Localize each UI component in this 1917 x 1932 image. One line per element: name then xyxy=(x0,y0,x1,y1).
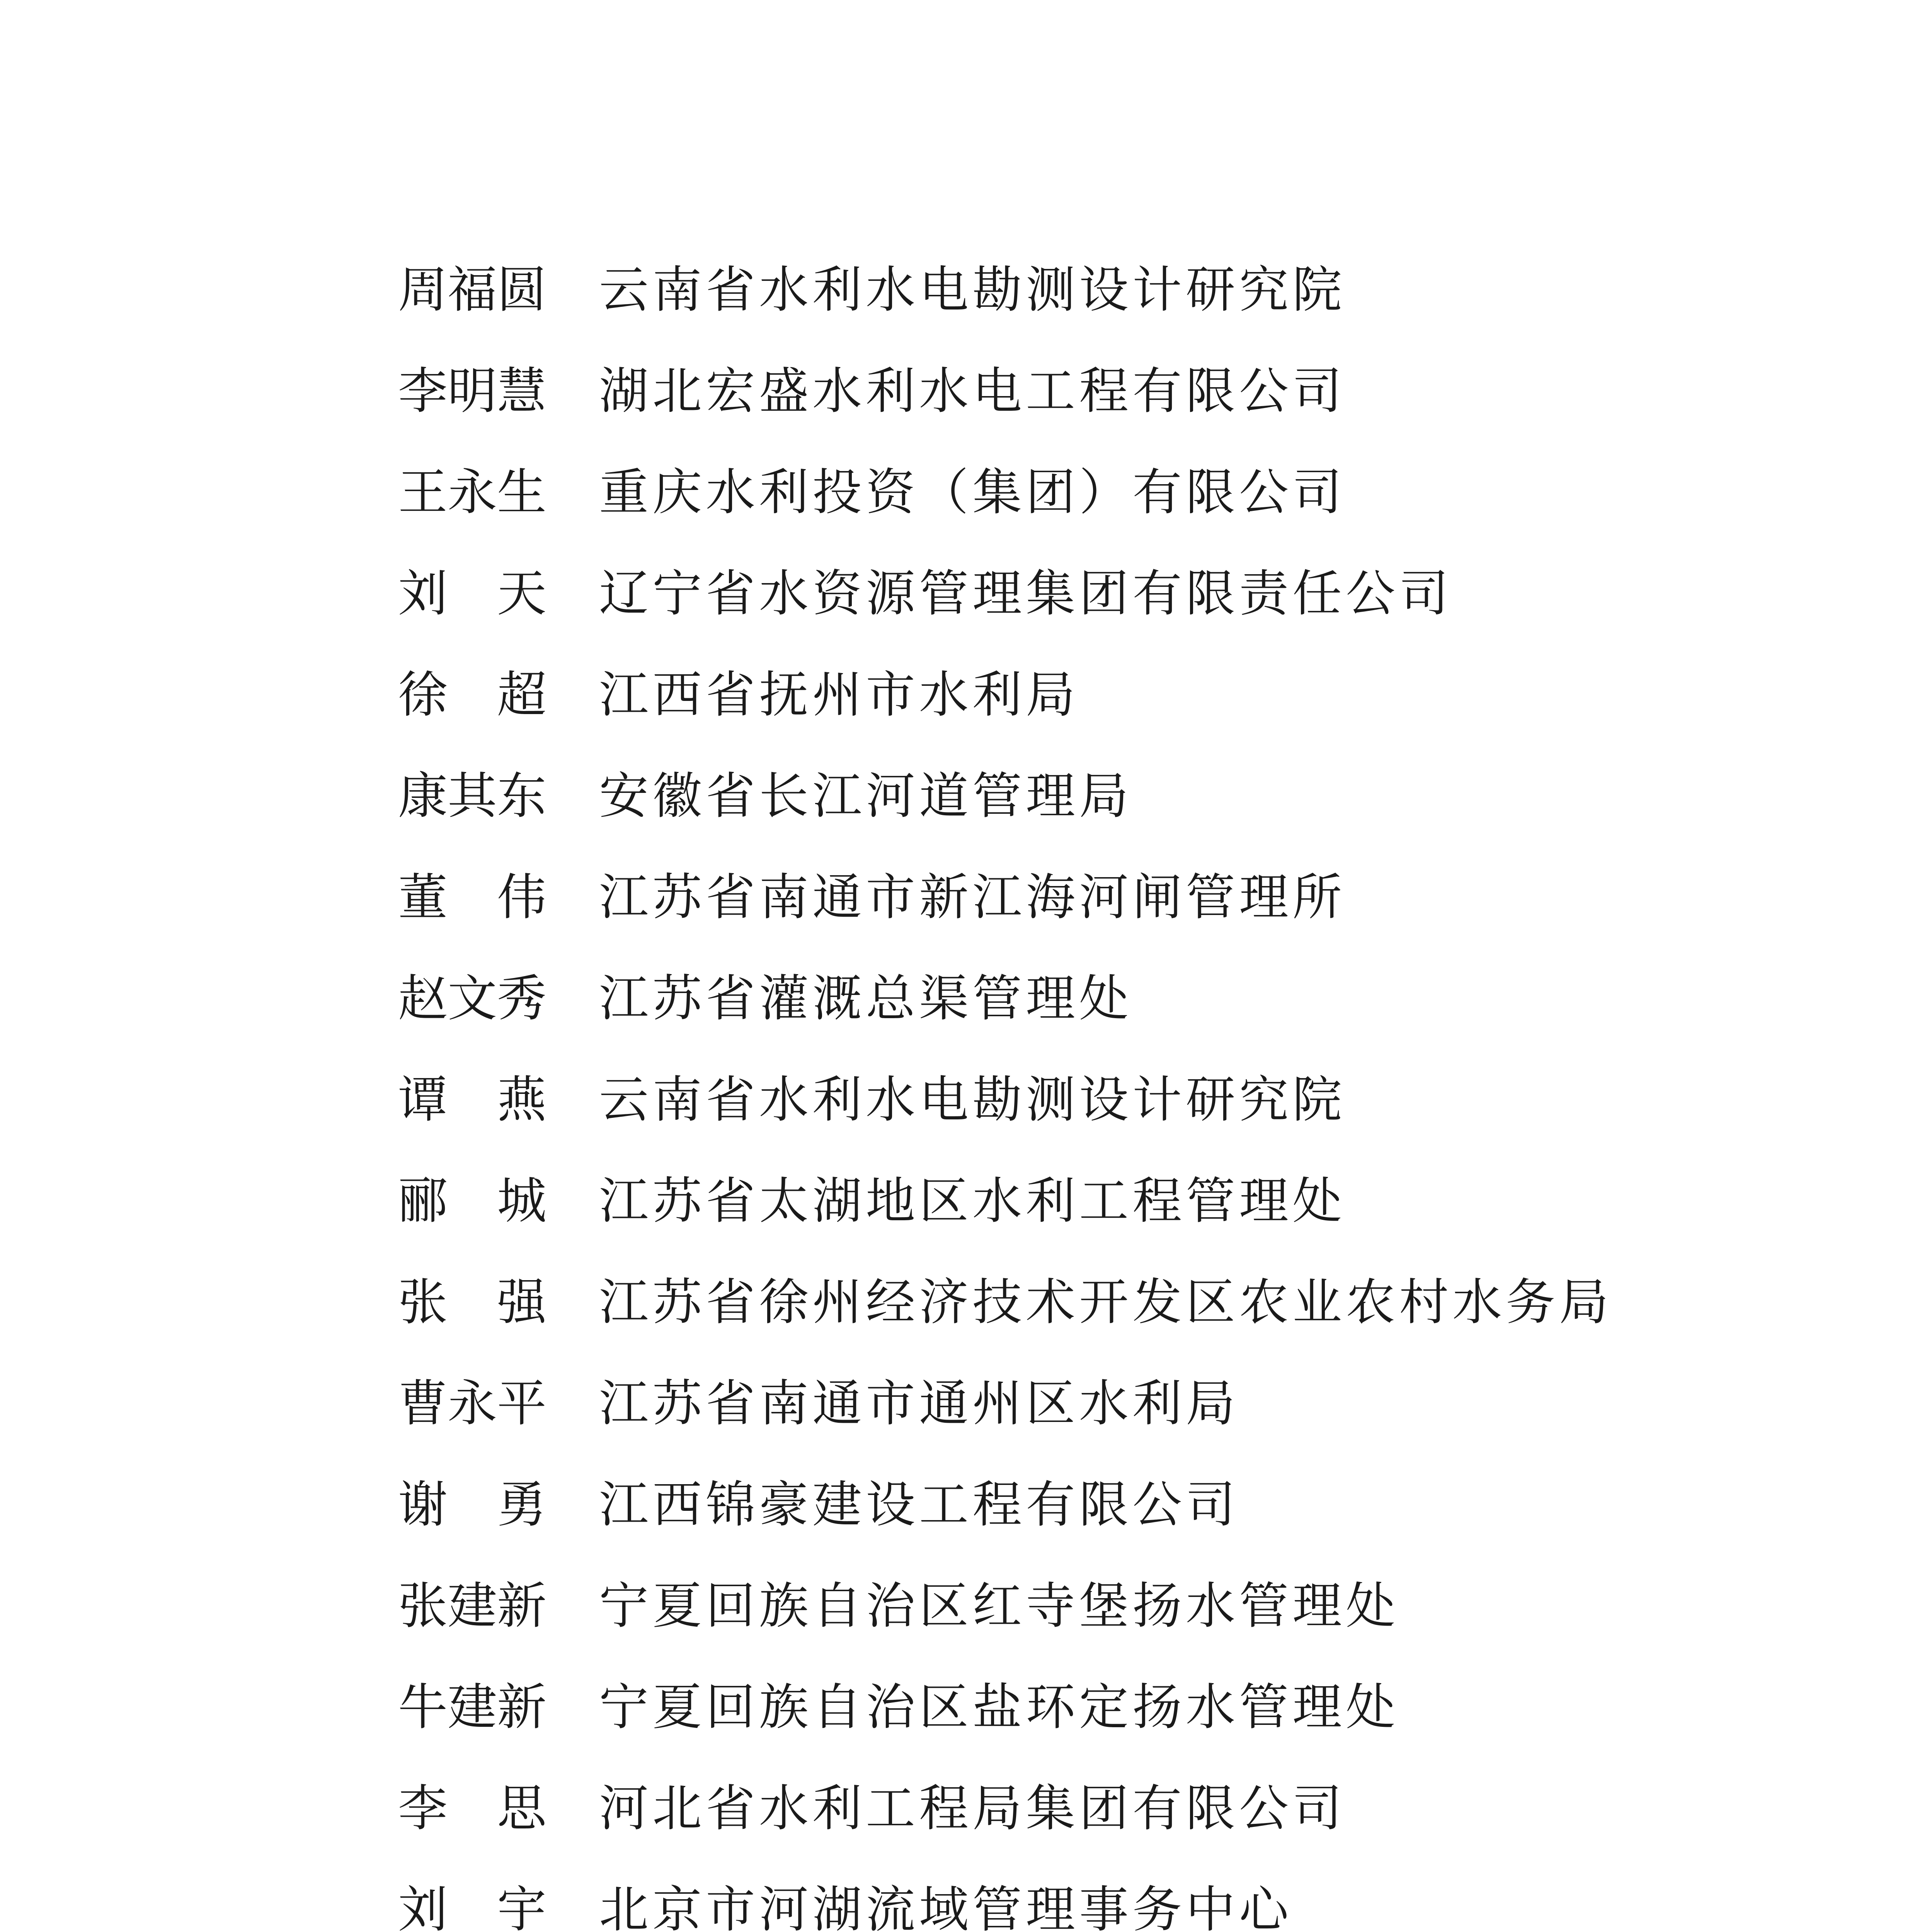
list-item xyxy=(398,746,1828,847)
list-item xyxy=(398,1252,1828,1353)
list-item xyxy=(398,1556,1828,1657)
list-item xyxy=(398,1758,1828,1859)
person-name: 刘宇 xyxy=(398,1881,596,1932)
list-item xyxy=(398,341,1828,442)
organization: 江苏省南通市通州区水利局 xyxy=(599,1375,1239,1432)
person-name: 谢勇 xyxy=(398,1476,596,1534)
organization: 江苏省太湖地区水利工程管理处 xyxy=(599,1172,1346,1230)
organization: 安徽省长江河道管理局 xyxy=(599,767,1133,825)
organization: 重庆水利投资（集团）有限公司 xyxy=(599,464,1346,521)
person-name: 牛建新 xyxy=(398,1679,547,1736)
organization: 江苏省南通市新江海河闸管理所 xyxy=(599,869,1346,926)
organization: 江苏省灌溉总渠管理处 xyxy=(599,970,1133,1027)
organization: 宁夏回族自治区红寺堡扬水管理处 xyxy=(599,1577,1399,1635)
list-item xyxy=(398,1859,1828,1932)
name-list xyxy=(398,240,1828,1932)
organization: 河北省水利工程局集团有限公司 xyxy=(599,1780,1346,1837)
person-name: 张建新 xyxy=(398,1577,547,1635)
person-name: 康其东 xyxy=(398,767,547,825)
organization: 云南省水利水电勘测设计研究院 xyxy=(599,261,1346,319)
person-name: 赵文秀 xyxy=(398,970,547,1027)
list-item xyxy=(398,645,1828,746)
list-item xyxy=(398,240,1828,341)
organization: 江苏省徐州经济技术开发区农业农村水务局 xyxy=(599,1274,1613,1331)
person-name: 董伟 xyxy=(398,869,596,926)
person-name: 李思 xyxy=(398,1780,596,1837)
person-name: 刘天 xyxy=(398,565,596,622)
person-name: 周福圆 xyxy=(398,261,547,319)
list-item xyxy=(398,1353,1828,1454)
organization: 江西锦豪建设工程有限公司 xyxy=(599,1476,1239,1534)
list-item xyxy=(398,948,1828,1049)
list-item xyxy=(398,1657,1828,1758)
list-item xyxy=(398,847,1828,948)
person-name: 李明慧 xyxy=(398,362,547,420)
list-item xyxy=(398,442,1828,543)
list-item xyxy=(398,1151,1828,1252)
list-item xyxy=(398,1049,1828,1151)
organization: 辽宁省水资源管理集团有限责任公司 xyxy=(599,565,1453,622)
person-name: 郦城 xyxy=(398,1172,596,1230)
organization: 湖北宏盛水利水电工程有限公司 xyxy=(599,362,1346,420)
person-name: 王永生 xyxy=(398,464,547,521)
list-item xyxy=(398,543,1828,645)
person-name: 曹永平 xyxy=(398,1375,547,1432)
organization: 云南省水利水电勘测设计研究院 xyxy=(599,1071,1346,1129)
organization: 北京市河湖流域管理事务中心 xyxy=(599,1881,1293,1932)
organization: 宁夏回族自治区盐环定扬水管理处 xyxy=(599,1679,1399,1736)
organization: 江西省抚州市水利局 xyxy=(599,666,1079,724)
person-name: 谭燕 xyxy=(398,1071,596,1129)
person-name: 徐超 xyxy=(398,666,596,724)
list-item xyxy=(398,1454,1828,1556)
person-name: 张强 xyxy=(398,1274,596,1331)
